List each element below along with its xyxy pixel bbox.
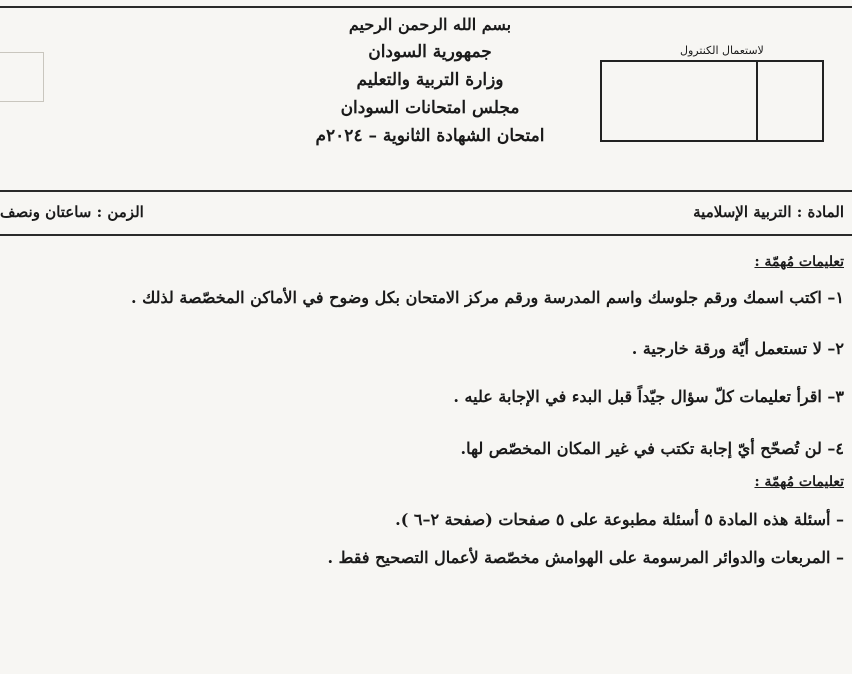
subject-label: المادة : التربية الإسلامية: [693, 203, 844, 221]
control-box: [600, 60, 824, 142]
header-rule: [0, 190, 852, 192]
meta-rule: [0, 234, 852, 236]
basmala: بسم الله الرحمن الرحيم: [348, 15, 512, 34]
council-name: مجلس امتحانات السودان: [340, 98, 520, 118]
top-rule: [0, 6, 852, 8]
instructions-title-2: تعليمات مُهمّة :: [754, 474, 844, 490]
instruction-item: ٣– اقرأ تعليمات كلّ سؤال جيّداً قبل البدء في الإجابة عليه .: [453, 387, 844, 406]
control-label: لاستعمال الكنترول: [680, 44, 764, 57]
instructions-title: تعليمات مُهمّة :: [754, 254, 844, 270]
control-box-divider: [756, 62, 758, 140]
exam-title: امتحان الشهادة الثانوية – ٢٠٢٤م: [315, 126, 545, 146]
instruction-item: ٢– لا تستعمل أيّة ورقة خارجية .: [631, 339, 844, 358]
bleed-through-box: [0, 52, 44, 102]
instruction-item: ١– اكتب اسمك ورقم جلوسك واسم المدرسة ورقم مركز الامتحان بكل وضوح في الأماكن المخصّصة لذلك .: [131, 288, 844, 307]
country-name: جمهورية السودان: [368, 42, 492, 62]
instruction-item: – أسئلة هذه المادة ٥ أسئلة مطبوعة على ٥ صفحات (صفحة ٢–٦ ).: [395, 510, 844, 529]
exam-header: [250, 14, 610, 148]
ministry-name: وزارة التربية والتعليم: [356, 70, 504, 90]
instruction-item: – المربعات والدوائر المرسومة على الهوامش مخصّصة لأعمال التصحيح فقط .: [327, 548, 844, 567]
instruction-item: ٤– لن تُصحّح أيّ إجابة تكتب في غير المكان المخصّص لها.: [460, 439, 844, 458]
time-label: الزمن : ساعتان ونصف: [0, 203, 144, 221]
